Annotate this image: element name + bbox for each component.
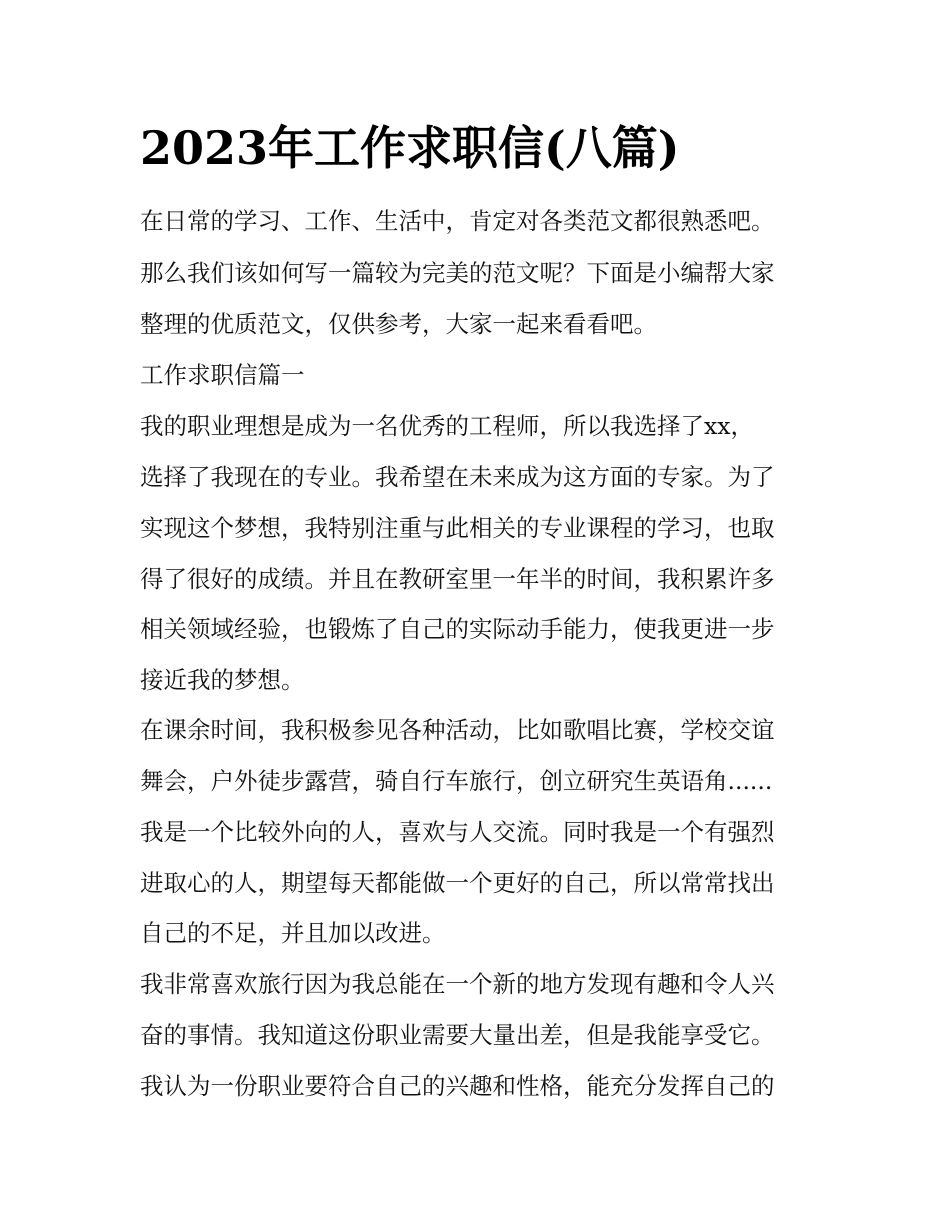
text-line: 自己的不足，并且加以改进。 — [140, 919, 446, 947]
text-line: 我的职业理想是成为一名优秀的工程师，所以我选择了xx， — [140, 412, 755, 440]
text-line: 那么我们该如何写一篇较为完美的范文呢？下面是小编帮大家 — [140, 259, 775, 287]
text-line: 相关领域经验，也锻炼了自己的实际动手能力，使我更进一步 — [140, 615, 775, 643]
text-line: 接近我的梦想。 — [140, 666, 305, 694]
text-line: 整理的优质范文，仅供参考，大家一起来看看吧。 — [140, 310, 657, 338]
section-heading: 工作求职信篇一 — [140, 361, 305, 389]
text-line: 进取心的人，期望每天都能做一个更好的自己，所以常常找出 — [140, 869, 775, 897]
text-line: 在日常的学习、工作、生活中，肯定对各类范文都很熟悉吧。 — [140, 207, 775, 235]
text-line: 舞会，户外徒步露营，骑自行车旅行，创立研究生英语角...... — [140, 767, 773, 795]
text-line: 实现这个梦想，我特别注重与此相关的专业课程的学习，也取 — [140, 514, 775, 542]
text-line: 得了很好的成绩。并且在教研室里一年半的时间，我积累许多 — [140, 565, 775, 593]
text-line: 我是一个比较外向的人，喜欢与人交流。同时我是一个有强烈 — [140, 818, 775, 846]
text-line: 在课余时间，我积极参见各种活动，比如歌唱比赛，学校交谊 — [140, 716, 775, 744]
text-line: 我非常喜欢旅行因为我总能在一个新的地方发现有趣和令人兴 — [140, 970, 775, 998]
text-line: 奋的事情。我知道这份职业需要大量出差，但是我能享受它。 — [140, 1021, 775, 1049]
text-line: 选择了我现在的专业。我希望在未来成为这方面的专家。为了 — [140, 463, 775, 491]
text-line: 我认为一份职业要符合自己的兴趣和性格，能充分发挥自己的 — [140, 1072, 775, 1100]
document-title: 2023年工作求职信(八篇) — [140, 121, 680, 175]
